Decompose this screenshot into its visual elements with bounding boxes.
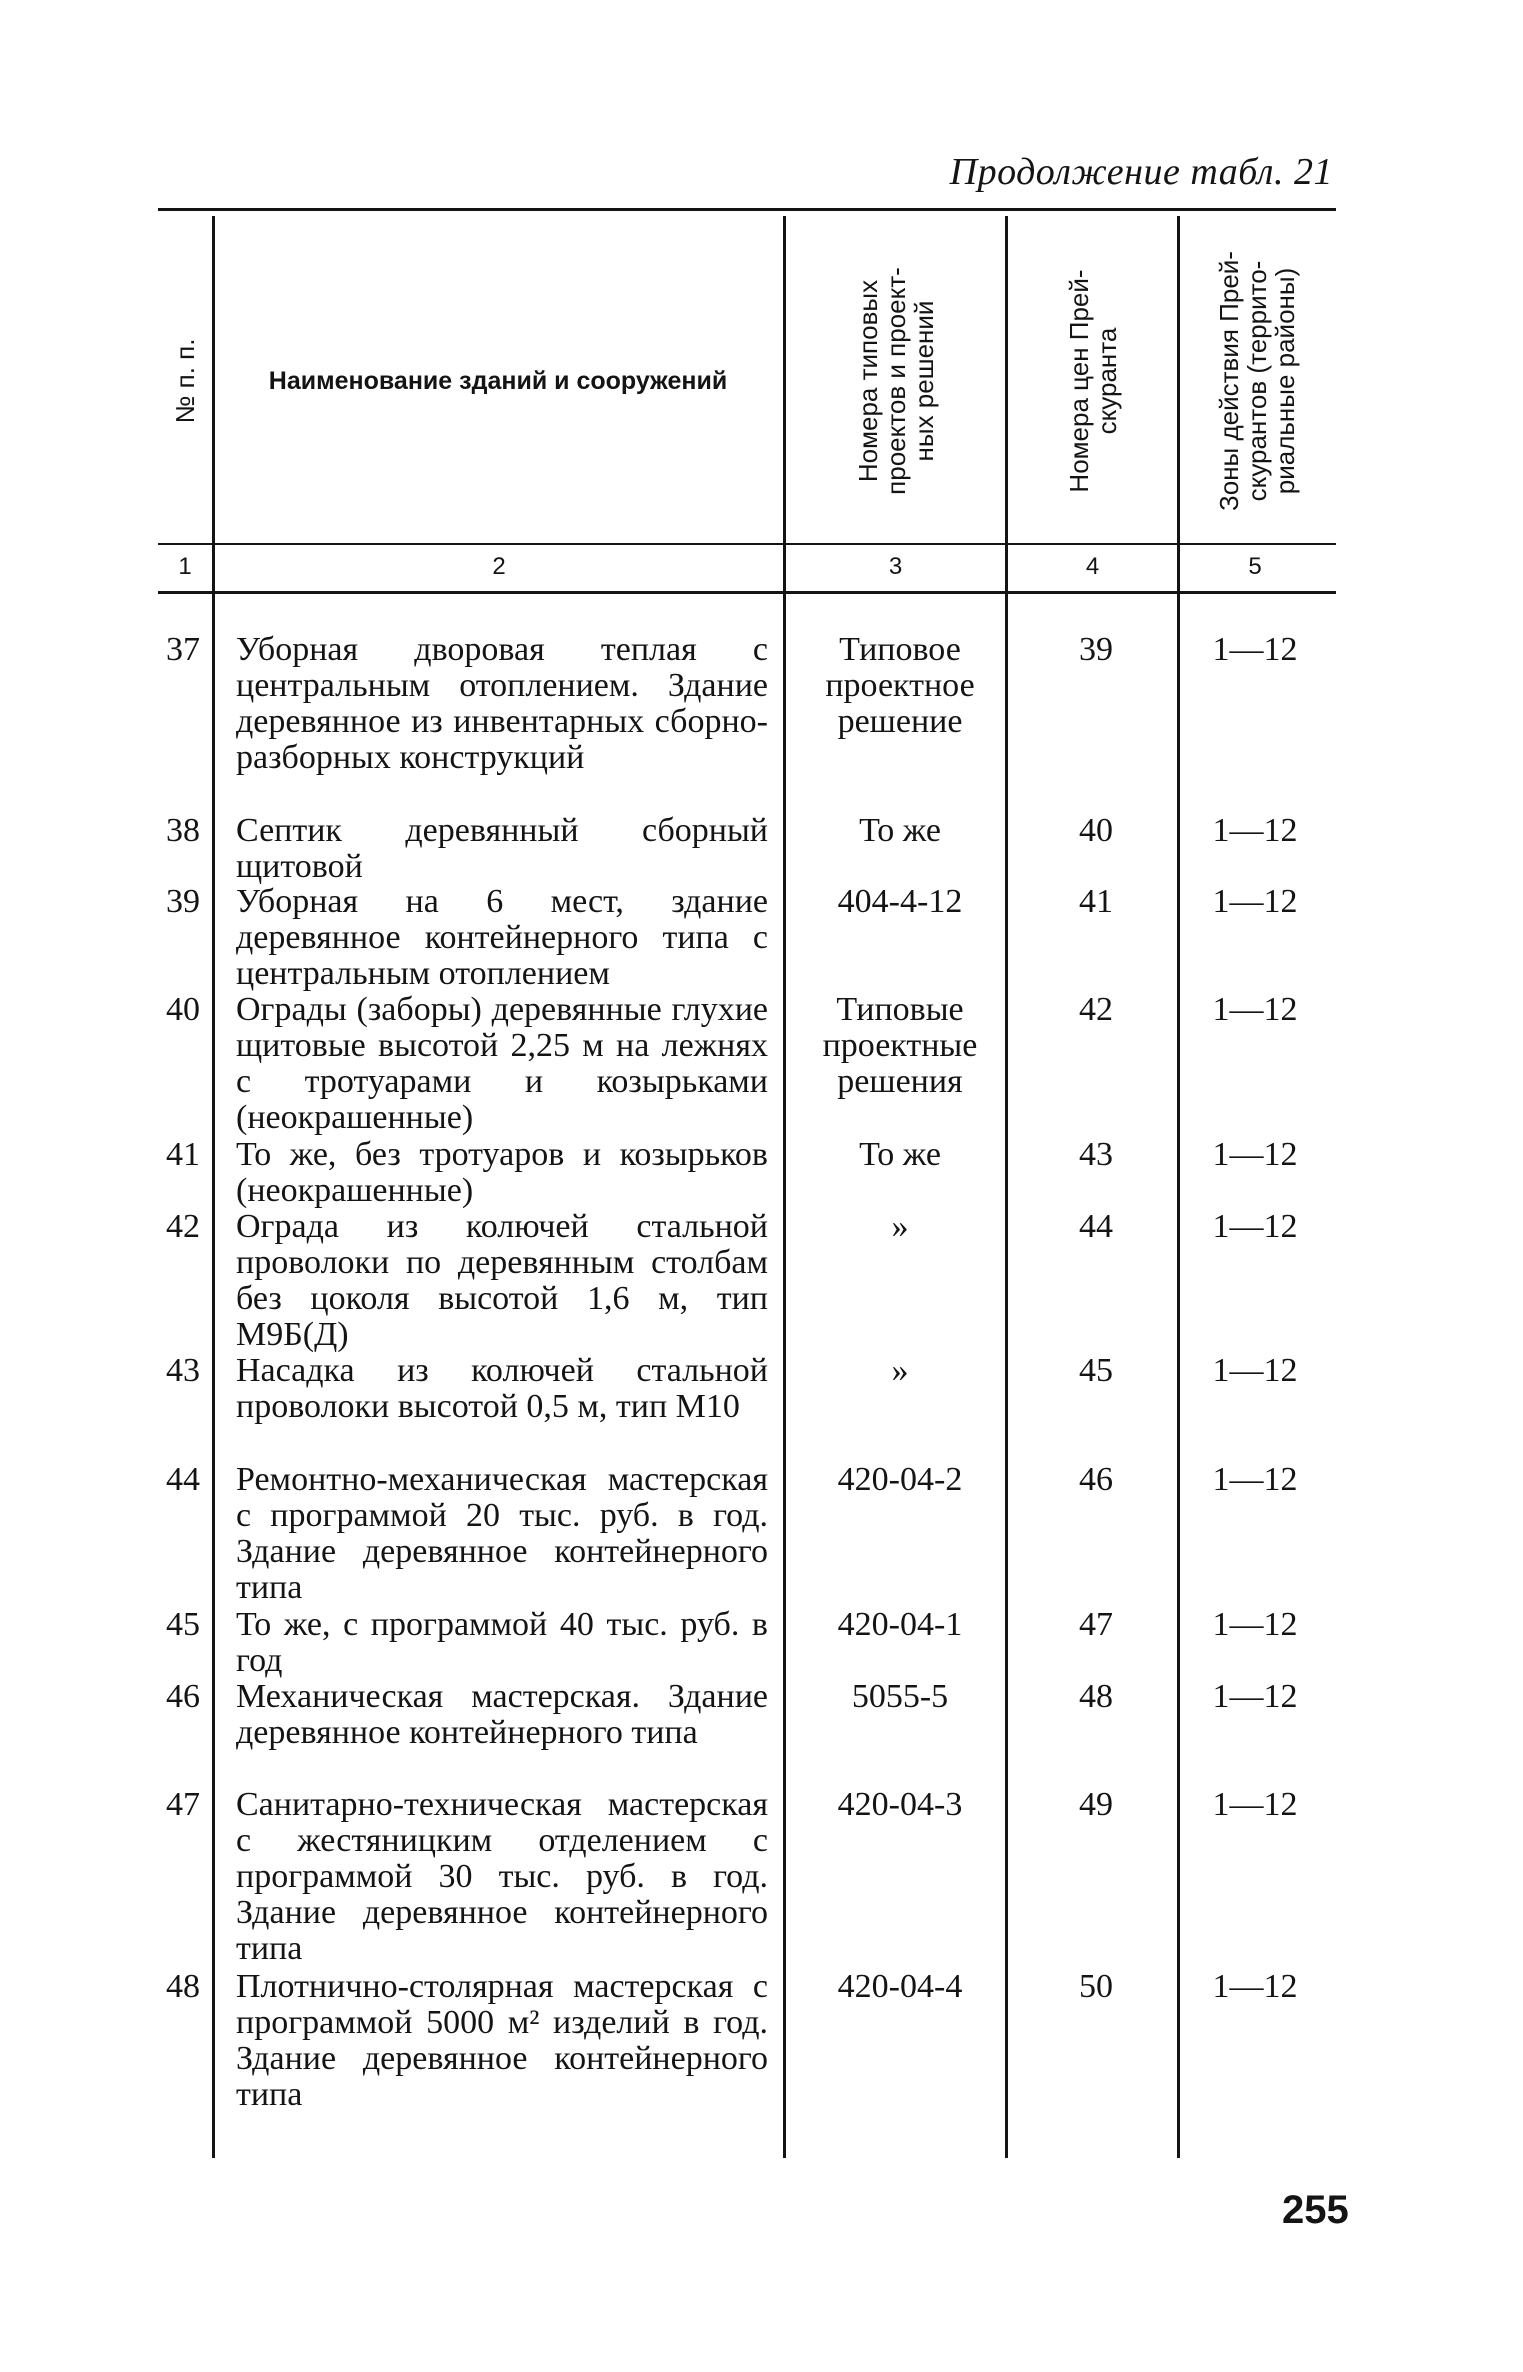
row-price: 43	[1079, 1136, 1113, 1173]
header-cell-number	[160, 220, 210, 542]
header-cell-projects	[788, 220, 1003, 542]
header-cell-zones	[1182, 220, 1332, 542]
row-price: 41	[1079, 883, 1113, 920]
column-divider-1	[212, 216, 215, 2158]
row-number: 44	[166, 1461, 200, 1498]
row-name: Ограда из колючей стальной проволоки по деревянным столбам без цоколя высотой 1,6 м, тип М9Б(Д)	[236, 1208, 768, 1353]
row-zone: 1—12	[1212, 1786, 1298, 1823]
row-zone: 1—12	[1212, 1606, 1298, 1643]
column-number-5: 5	[1248, 553, 1262, 580]
row-name: Механическая мастерская. Здание деревянное контейнерного типа	[236, 1678, 768, 1751]
row-number: 48	[166, 1968, 200, 2005]
row-zone: 1—12	[1212, 1968, 1298, 2005]
row-zone: 1—12	[1212, 1136, 1298, 1173]
row-project: Типовое проектное решение	[825, 631, 975, 740]
column-number-3: 3	[888, 553, 903, 580]
row-zone: 1—12	[1212, 883, 1298, 920]
header-number-label: № п. п.	[170, 338, 200, 424]
row-price: 42	[1079, 991, 1113, 1028]
row-name: Ремонтно-механическая мастерская с программой 20 тыс. руб. в год. Здание деревянное контейнерного типа	[236, 1461, 768, 1606]
row-price: 49	[1079, 1786, 1113, 1823]
column-divider-4	[1177, 216, 1180, 2158]
table-continuation-caption: Продолжение табл. 21	[949, 151, 1333, 193]
row-name: Санитарно-техническая мастерская с жестяницким отделением с программой 30 тыс. руб. в год. Здание деревянное контейнерного типа	[236, 1786, 768, 1967]
row-project: То же	[859, 1136, 941, 1173]
row-number: 43	[166, 1352, 200, 1389]
row-zone: 1—12	[1212, 812, 1298, 849]
row-number: 40	[166, 991, 200, 1028]
row-project: То же	[859, 812, 941, 849]
column-divider-2	[783, 216, 786, 2158]
row-project: 404-4-12	[837, 883, 963, 920]
table-top-rule	[158, 208, 1336, 211]
row-number: 41	[166, 1136, 200, 1173]
row-name: Уборная дворовая теплая с центральным отоплением. Здание деревянное из инвентарных сборно-разборных конструкций	[236, 631, 768, 776]
row-name: Ограды (заборы) деревянные глухие щитовые высотой 2,25 м на лежнях с тротуарами и козырьками (неокрашенные)	[236, 991, 768, 1136]
header-projects-label: Номера типовых проектов и проект- ных решений	[852, 267, 939, 495]
header-prices-label: Номера цен Прей- скуранта	[1063, 269, 1122, 493]
row-number: 37	[166, 631, 200, 668]
row-project: »	[891, 1352, 909, 1389]
row-name: Уборная на 6 мест, здание деревянное контейнерного типа с центральным отоплением	[236, 883, 768, 992]
row-price: 48	[1079, 1678, 1113, 1715]
page-number: 255	[1282, 2188, 1349, 2232]
row-number: 46	[166, 1678, 200, 1715]
row-number: 45	[166, 1606, 200, 1643]
column-number-2: 2	[492, 553, 506, 580]
row-zone: 1—12	[1212, 1678, 1298, 1715]
row-price: 45	[1079, 1352, 1113, 1389]
row-number: 42	[166, 1208, 200, 1245]
row-zone: 1—12	[1212, 1461, 1298, 1498]
column-number-4: 4	[1085, 553, 1100, 580]
row-name: То же, с программой 40 тыс. руб. в год	[236, 1606, 768, 1679]
row-number: 47	[166, 1786, 200, 1823]
row-project: Типовые проектные решения	[822, 991, 978, 1100]
row-zone: 1—12	[1212, 631, 1298, 668]
row-zone: 1—12	[1212, 991, 1298, 1028]
header-bottom-rule	[158, 543, 1336, 545]
row-price: 39	[1079, 631, 1113, 668]
row-project: 420-04-3	[837, 1786, 963, 1823]
header-cell-prices	[1010, 220, 1175, 542]
row-price: 40	[1079, 812, 1113, 849]
row-project: »	[891, 1208, 909, 1245]
row-number: 39	[166, 883, 200, 920]
row-name: Насадка из колючей стальной проволоки высотой 0,5 м, тип М10	[236, 1352, 768, 1425]
row-project: 420-04-1	[837, 1606, 963, 1643]
row-number: 38	[166, 812, 200, 849]
row-name: Септик деревянный сборный щитовой	[236, 812, 768, 885]
column-number-1: 1	[178, 553, 192, 580]
column-divider-3	[1005, 216, 1008, 2158]
header-cell-name: Наименование зданий и сооружений	[268, 366, 728, 395]
row-price: 47	[1079, 1606, 1113, 1643]
header-zones-label: Зоны действия Прей- скурантов (террито- риальные районы)	[1214, 251, 1300, 511]
row-zone: 1—12	[1212, 1352, 1298, 1389]
row-project: 420-04-2	[837, 1461, 963, 1498]
row-name: То же, без тротуаров и козырьков (неокрашенные)	[236, 1136, 768, 1209]
colnum-bottom-rule	[158, 591, 1336, 594]
row-price: 50	[1079, 1968, 1113, 2005]
row-project: 420-04-4	[837, 1968, 963, 2005]
row-name: Плотнично-столярная мастерская с программой 5000 м² изделий в год. Здание деревянное контейнерного типа	[236, 1968, 768, 2113]
row-price: 46	[1079, 1461, 1113, 1498]
row-project: 5055-5	[851, 1678, 949, 1715]
row-price: 44	[1079, 1208, 1113, 1245]
row-zone: 1—12	[1212, 1208, 1298, 1245]
